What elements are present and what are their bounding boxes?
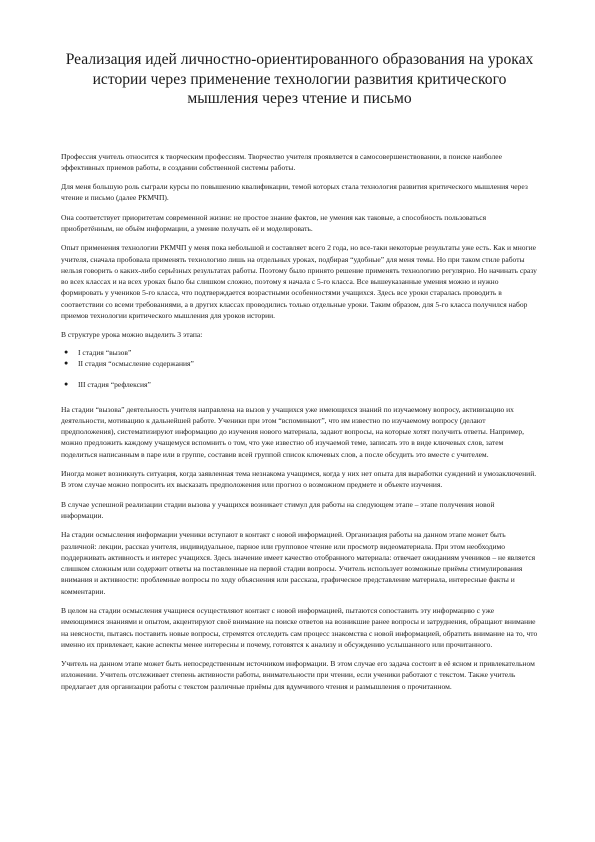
paragraph-unfamiliar-topic: Иногда может возникнуть ситуация, когда заявленная тема незнакома учащимся, когда у них нет опыта для выработки суждений и умозаключений. В этом случае можно попросить их высказать предположения или прогноз о возможном предмете и объекте изучения. — [61, 469, 537, 490]
document-title: Реализация идей личностно-ориентированного образования на уроках истории через применение технологии развития критического мышления через чтение и письмо — [65, 51, 534, 107]
paragraph-stimulus: В случае успешной реализации стадии вызова у учащихся возникает стимул для работы на следующем этапе – этапе получения новой информации. — [61, 499, 495, 520]
paragraph-priorities: Она соответствует приоритетам современной жизни: не простое знание фактов, не умения как таковые, а способность пользоваться приобретённым, не объём информации, а умение получать её и моделировать. — [61, 212, 487, 233]
bullet-icon: ● — [64, 347, 69, 356]
paragraph-comprehension-stage: На стадии осмысления информации ученики вступают в контакт с новой информацией. Организация работы на данном этапе может быть различной: лекции, рассказ учителя, индивидуальное, парное или групповое чтение или просмотр видеоматериала. При этом необходимо поддерживать активность и интерес учащихся. Здесь значение имеет качество отобранного материала: отвечает ожиданиям учеников – не является слишком сложным или содержит ответы на поставленные на первой стадии вопросы. Учитель использует возможные приёмы стимулирования внимания и активности: проблемные вопросы по ходу объяснения или рассказа, графическое представление материала, интересные факты и комментарии. — [61, 530, 536, 596]
list-item: ● I стадия “вызов” — [64, 347, 132, 357]
paragraph-teacher-role: Учитель на данном этапе может быть непосредственным источником информации. В этом случае его задача состоит в её ясном и привлекательном изложении. Учитель отслеживает степень активности работы, внимательности при чтении, если ученики работают с текстом. Также учитель предлагает для организации работы с текстом различные приёмы для вдумчивого чтения и размышления о прочитанном. — [61, 659, 535, 691]
list-item: ● III стадия “рефлексия” — [64, 380, 151, 390]
paragraph-experience: Опыт применения технологии РКМЧП у меня пока небольшой и составляет всего 2 года, но все-таки некоторые результаты уже есть. Как и многие учителя, сначала пробовала применять технологию лишь на отдельных уроках, подбирая “удобные” для меня темы. Но при таком стиле работы нельзя говорить о каких-либо серьёзных результатах работы. Поэтому было принято решение применять технологию регулярно. Но начинать сразу во всех классах и на всех уроках было бы слишком сложно, поэтому я начала с 5-го класса. Все вышеуказанные умения можно и нужно формировать у учеников 5-го класса, что подтверждается возрастными особенностями учащихся. Здесь все уроки старалась проводить в соответствии со всеми требованиями, а в других классах проводились только отдельные уроки. Таким образом, для 5-го класса получился набор приемов технологии критического мышления для уроков истории. — [61, 243, 537, 321]
document-body — [61, 151, 538, 693]
paragraph-structure: В структуре урока можно выделить 3 этапа: — [61, 330, 203, 340]
paragraph-courses: Для меня большую роль сыграли курсы по повышению квалификации, темой которых стала технология развития критического мышления через чтение и письмо (далее РКМЧП). — [61, 182, 528, 203]
stages-list — [61, 347, 538, 391]
paragraph-comprehension-summary: В целом на стадии осмысления учащиеся осуществляют контакт с новой информацией, пытаются сопоставить эту информацию с уже имеющимися знаниями и опытом, акцентируют своё внимание на поиске ответов на возникшие ранее вопросы и затруднения, обращают внимание на неясности, пытаясь поставить новые вопросы, стремятся отследить сам процесс знакомства с новой информацией, обратить внимание на то, что именно их привлекает, какие аспекты менее интересны и почему, готовятся к анализу и обсуждению услышанного или прочитанного. — [61, 606, 538, 649]
paragraph-intro: Профессия учитель относится к творческим профессиям. Творчество учителя проявляется в самосовершенствовании, в поиске наиболее эффективных приемов работы, в создании собственной системы работы. — [61, 151, 502, 172]
paragraph-challenge-stage: На стадии “вызова” деятельность учителя направлена на вызов у учащихся уже имеющихся знаний по изучаемому вопросу, активизацию их деятельности, мотивацию к дальнейшей работе. Ученики при этом “вспоминают”, что им известно по изучаемому вопросу (делают предположения), систематизируют информацию до изучения нового материала, задают вопросы, на которые хотят получить ответы. Например, можно предложить каждому учащемуся вспомнить о том, что уже известно об изучаемой теме, записать это в виде ключевых слов, затем поделиться написанным в паре или в группе, составив всей группой список ключевых слов, а после обсудить это вместе с учителем. — [61, 404, 524, 459]
bullet-icon: ● — [64, 380, 69, 389]
bullet-icon: ● — [64, 358, 69, 367]
list-item: ● II стадия “осмысление содержания” — [64, 358, 194, 368]
